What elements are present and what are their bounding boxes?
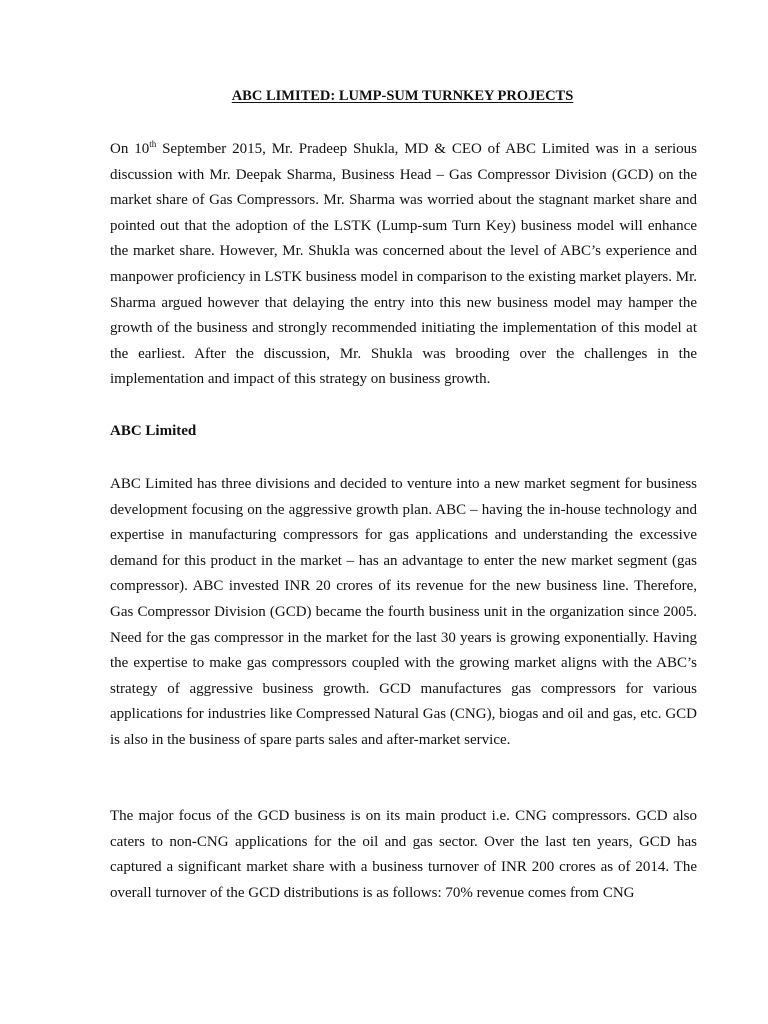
intro-date-suffix: th <box>149 139 157 149</box>
intro-date-day: On 10 <box>110 141 150 157</box>
intro-paragraph <box>110 137 697 393</box>
intro-text: September 2015, Mr. Pradeep Shukla, MD & CEO of ABC Limited was in a serious discussion with Mr. Deepak Sharma, Business Head – Gas Compressor Division (GCD) on the market share of Gas Compressors. Mr. Sharma was worried about the stagnant market share and pointed out that the adoption of the LSTK (Lump-sum Turn Key) business model will enhance the market share. However, Mr. Shukla was concerned about the level of ABC’s experience and manpower proficiency in LSTK business model in comparison to the existing market players. Mr. Sharma argued however that delaying the entry into this new business model may hamper the growth of the business and strongly recommended initiating the implementation of this model at the earliest. After the discussion, Mr. Shukla was brooding over the challenges in the implementation and impact of this strategy on business growth. <box>110 141 697 388</box>
company-paragraph: ABC Limited has three divisions and decided to venture into a new market segment for business development focusing on the aggressive growth plan. ABC – having the in-house technology and expertise in manufacturing compressors for gas applications and understanding the excessive demand for this product in the market – has an advantage to enter the new market segment (gas compressor). ABC invested INR 20 crores of its revenue for the new business line. Therefore, Gas Compressor Division (GCD) became the fourth business unit in the organization since 2005. Need for the gas compressor in the market for the last 30 years is growing exponentially. Having the expertise to make gas compressors coupled with the growing market aligns with the ABC’s strategy of aggressive business growth. GCD manufactures gas compressors for various applications for industries like Compressed Natural Gas (CNG), biogas and oil and gas, etc. GCD is also in the business of spare parts sales and after-market service. <box>110 476 697 748</box>
section-heading: ABC Limited <box>110 423 197 439</box>
gcd-focus-paragraph: The major focus of the GCD business is on its main product i.e. CNG compressors. GCD also caters to non-CNG applications for the oil and gas sector. Over the last ten years, GCD has captured a significant market share with a business turnover of INR 200 crores as of 2014. The overall turnover of the GCD distributions is as follows: 70% revenue comes from CNG <box>110 808 697 901</box>
document-title: ABC LIMITED: LUMP-SUM TURNKEY PROJECTS <box>231 88 574 104</box>
